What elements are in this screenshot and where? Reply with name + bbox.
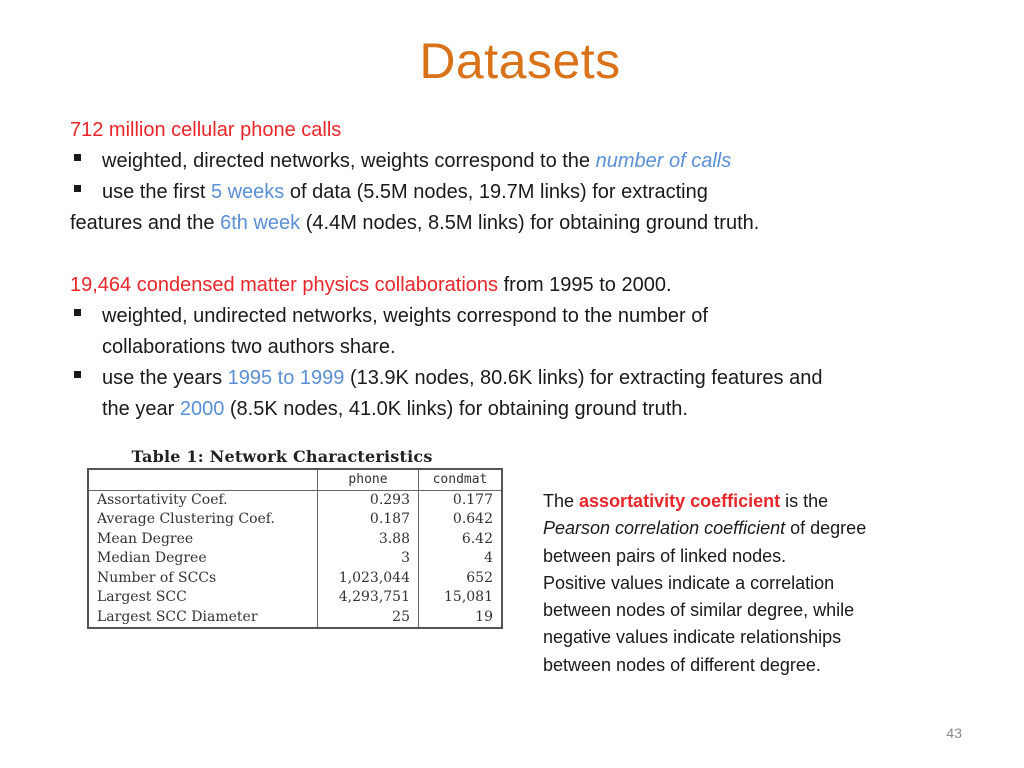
- phone-bullet-2: use the first 5 weeks of data (5.5M nodes, 19.7M links) for extracting: [102, 181, 708, 203]
- table-cell: 0.177: [452, 491, 493, 508]
- table-row: [88, 549, 502, 569]
- note-line: negative values indicate relationships: [543, 627, 842, 648]
- table-cell: 0.642: [452, 511, 493, 527]
- condmat-bullet-2-continued: the year 2000 (8.5K nodes, 41.0K links) for obtaining ground truth.: [102, 398, 688, 420]
- table-cell: 3: [318, 549, 419, 569]
- table-row: [88, 530, 502, 550]
- note-line: between nodes of different degree.: [543, 654, 821, 675]
- table-cell: 652: [466, 569, 493, 586]
- table-cell: Assortativity Coef.: [88, 490, 318, 510]
- table-cell: Largest SCC: [88, 588, 318, 608]
- note-line: between pairs of linked nodes.: [543, 545, 787, 566]
- table-row: [88, 608, 502, 629]
- table-cell: Number of SCCs: [88, 569, 318, 589]
- table-row: [88, 588, 502, 608]
- note-line: between nodes of similar degree, while: [543, 600, 855, 621]
- table-header-row: [88, 469, 502, 490]
- years-highlight: 1995 to 1999: [227, 367, 345, 389]
- note-line: Pearson correlation coefficient of degree: [543, 518, 867, 539]
- table-caption: Table 1: Network Characteristics: [131, 447, 433, 466]
- table-cell: Average Clustering Coef.: [88, 510, 318, 530]
- table-row: [88, 569, 502, 589]
- assortativity-note: [543, 488, 943, 679]
- table-cell: 6.42: [461, 530, 493, 547]
- table-header-cell: [88, 469, 318, 490]
- table-cell: 0.187: [318, 510, 419, 530]
- page-number: 43: [946, 725, 962, 741]
- table-cell: 1,023,044: [318, 569, 419, 589]
- phone-heading: 712 million cellular phone calls: [70, 119, 342, 141]
- condmat-bullet-1-continued: collaborations two authors share.: [102, 336, 396, 358]
- table-header-cell: condmat: [419, 469, 503, 490]
- table-cell: 15,081: [444, 589, 493, 605]
- sixth-week-highlight: 6th week: [220, 212, 301, 234]
- year-2000-highlight: 2000: [179, 398, 225, 420]
- five-weeks-highlight: 5 weeks: [210, 181, 285, 203]
- condmat-bullet-1: weighted, undirected networks, weights correspond to the number of: [102, 305, 708, 327]
- table-cell: 19: [475, 608, 493, 625]
- table-cell: 0.293: [318, 490, 419, 510]
- note-line: The assortativity coefficient is the: [543, 491, 829, 511]
- note-line: Positive values indicate a correlation: [543, 572, 835, 593]
- table-header-cell: phone: [318, 469, 419, 490]
- condmat-bullet-2: use the years 1995 to 1999 (13.9K nodes, 80.6K links) for extracting features and: [102, 367, 823, 389]
- table-cell: Median Degree: [88, 549, 318, 569]
- table-cell: 4: [484, 550, 493, 566]
- table-cell: Largest SCC Diameter: [88, 608, 318, 629]
- table-row: [88, 510, 502, 530]
- condmat-heading: 19,464 condensed matter physics collaborations from 1995 to 2000.: [70, 274, 672, 296]
- phone-bullet-2-continued: features and the 6th week (4.4M nodes, 8.5M links) for obtaining ground truth.: [70, 212, 760, 234]
- table-cell: 25: [318, 608, 419, 629]
- pearson-term: Pearson correlation coefficient: [543, 518, 786, 539]
- phone-bullet-1: weighted, directed networks, weights correspond to the number of calls: [102, 150, 732, 172]
- table-cell: 3.88: [318, 530, 419, 550]
- table-row: [88, 490, 502, 510]
- slide-body: [70, 115, 970, 425]
- slide-title: Datasets: [419, 33, 621, 89]
- number-of-calls-highlight: number of calls: [595, 150, 732, 172]
- assortativity-term: assortativity coefficient: [579, 491, 781, 511]
- network-characteristics-table-image: [87, 447, 507, 629]
- table-cell: Mean Degree: [88, 530, 318, 550]
- table-cell: 4,293,751: [318, 588, 419, 608]
- network-characteristics-table: [87, 468, 503, 629]
